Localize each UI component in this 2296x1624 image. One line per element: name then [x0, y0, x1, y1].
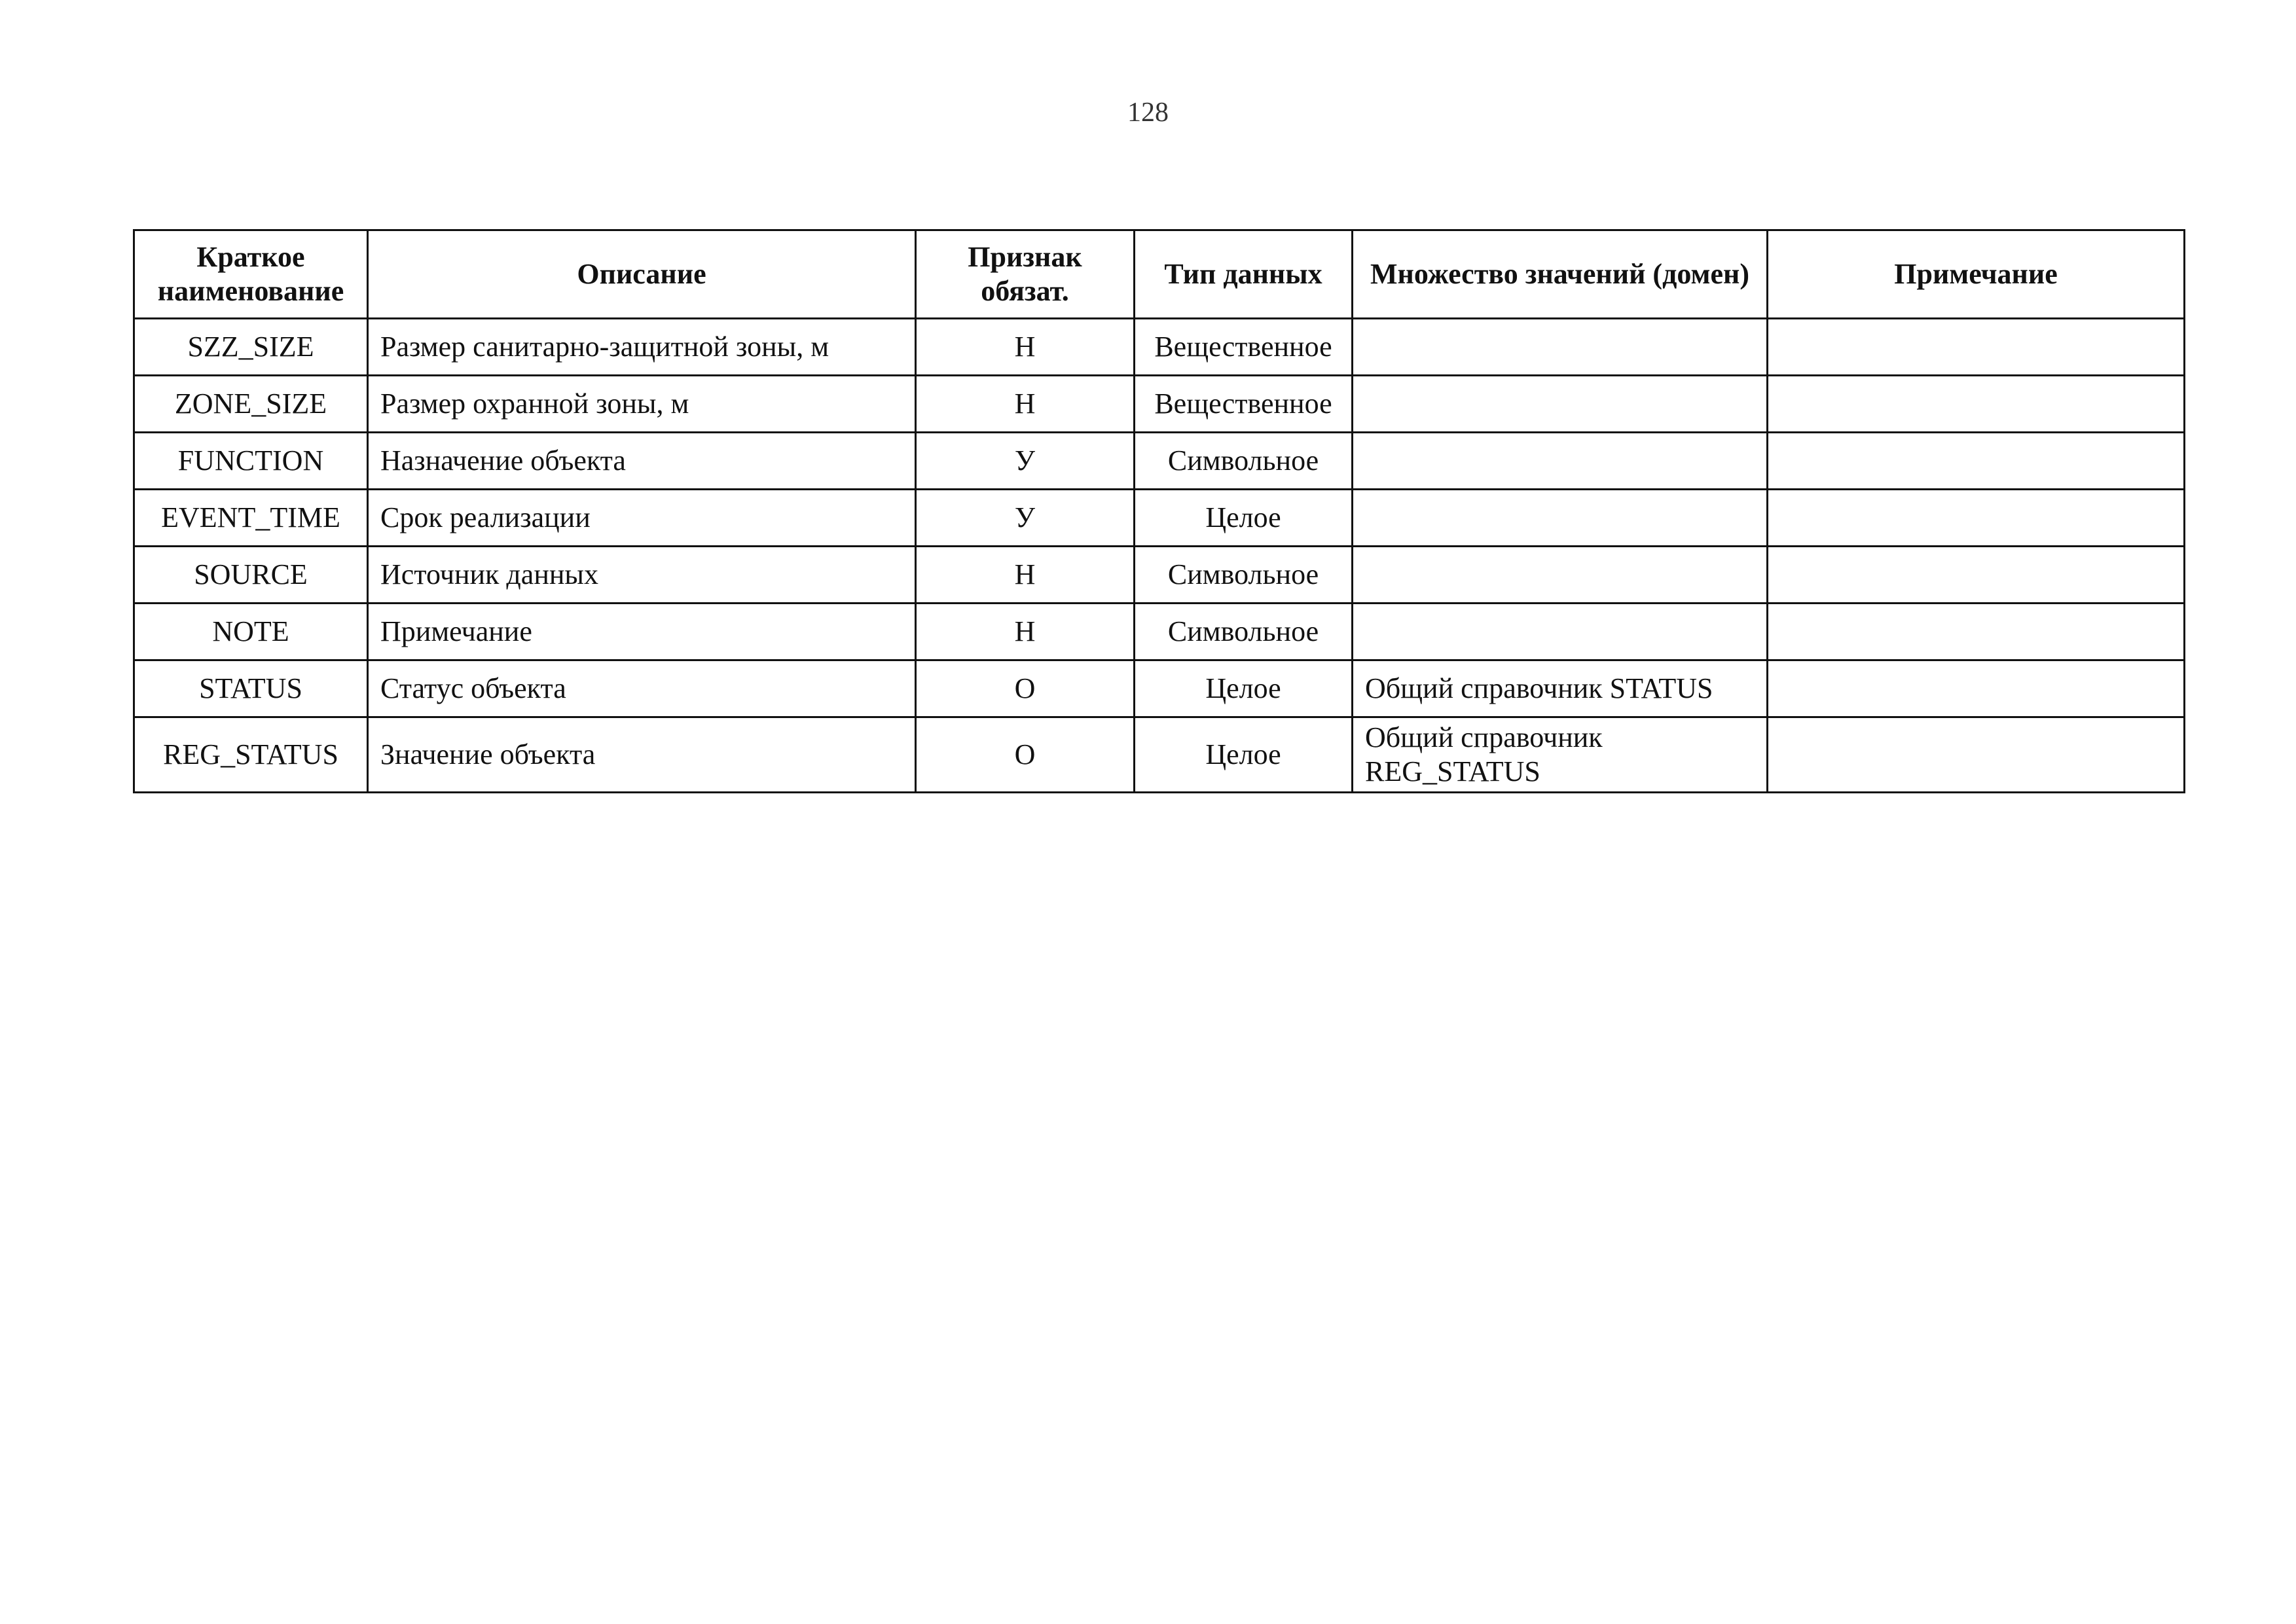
cell-note	[1768, 319, 2185, 376]
cell-note	[1768, 547, 2185, 604]
header-note: Примечание	[1768, 230, 2185, 319]
cell-required: Н	[916, 547, 1135, 604]
cell-domain	[1353, 490, 1768, 547]
cell-note	[1768, 660, 2185, 717]
header-required: Признак обязат.	[916, 230, 1135, 319]
cell-domain	[1353, 319, 1768, 376]
cell-required: У	[916, 490, 1135, 547]
cell-data-type: Целое	[1135, 490, 1353, 547]
cell-short-name: ZONE_SIZE	[134, 376, 368, 433]
table-row	[134, 319, 2185, 376]
cell-description: Источник данных	[368, 547, 916, 604]
cell-description: Размер санитарно-защитной зоны, м	[368, 319, 916, 376]
table-row	[134, 660, 2185, 717]
table-row	[134, 717, 2185, 793]
cell-data-type: Символьное	[1135, 547, 1353, 604]
cell-data-type: Целое	[1135, 717, 1353, 793]
cell-required: Н	[916, 376, 1135, 433]
cell-note	[1768, 433, 2185, 490]
cell-note	[1768, 376, 2185, 433]
cell-description: Назначение объекта	[368, 433, 916, 490]
cell-short-name: STATUS	[134, 660, 368, 717]
cell-required: У	[916, 433, 1135, 490]
header-description: Описание	[368, 230, 916, 319]
cell-note	[1768, 604, 2185, 660]
cell-short-name: FUNCTION	[134, 433, 368, 490]
cell-short-name: NOTE	[134, 604, 368, 660]
cell-required: Н	[916, 319, 1135, 376]
table-row	[134, 376, 2185, 433]
cell-data-type: Символьное	[1135, 433, 1353, 490]
table-row	[134, 490, 2185, 547]
cell-required: О	[916, 660, 1135, 717]
cell-data-type: Целое	[1135, 660, 1353, 717]
cell-domain	[1353, 433, 1768, 490]
table-row	[134, 547, 2185, 604]
cell-required: О	[916, 717, 1135, 793]
cell-description: Статус объекта	[368, 660, 916, 717]
page-number: 128	[1127, 98, 1169, 128]
cell-description: Значение объекта	[368, 717, 916, 793]
cell-domain	[1353, 604, 1768, 660]
header-data-type: Тип данных	[1135, 230, 1353, 319]
cell-domain	[1353, 376, 1768, 433]
cell-data-type: Вещественное	[1135, 376, 1353, 433]
cell-data-type: Вещественное	[1135, 319, 1353, 376]
cell-required: Н	[916, 604, 1135, 660]
cell-short-name: SOURCE	[134, 547, 368, 604]
header-short-name: Краткое наименование	[134, 230, 368, 319]
cell-note	[1768, 717, 2185, 793]
table-row	[134, 433, 2185, 490]
table-row	[134, 604, 2185, 660]
cell-description: Примечание	[368, 604, 916, 660]
cell-note	[1768, 490, 2185, 547]
cell-short-name: SZZ_SIZE	[134, 319, 368, 376]
cell-domain: Общий справочник REG_STATUS	[1353, 717, 1768, 793]
attributes-table	[133, 229, 2185, 793]
cell-description: Размер охранной зоны, м	[368, 376, 916, 433]
cell-description: Срок реализации	[368, 490, 916, 547]
table-header-row	[134, 230, 2185, 319]
cell-short-name: EVENT_TIME	[134, 490, 368, 547]
cell-domain: Общий справочник STATUS	[1353, 660, 1768, 717]
cell-domain	[1353, 547, 1768, 604]
cell-short-name: REG_STATUS	[134, 717, 368, 793]
cell-data-type: Символьное	[1135, 604, 1353, 660]
header-domain: Множество значений (домен)	[1353, 230, 1768, 319]
